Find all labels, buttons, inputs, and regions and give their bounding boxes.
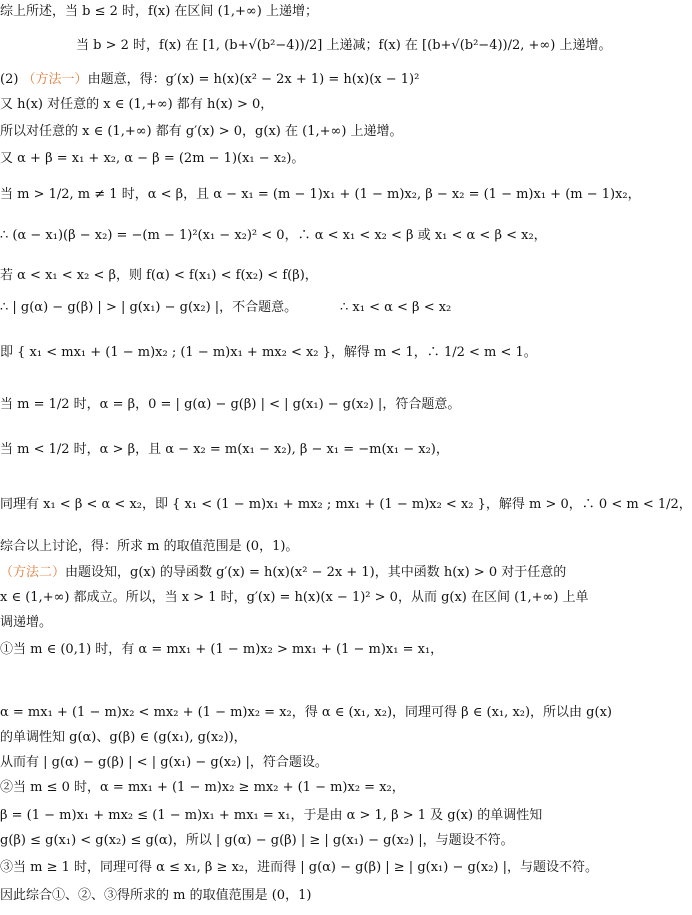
method-two-text: 由题设知，g(x) 的导函数 g′(x) = h(x)(x² − 2x + 1)，其中函数 h(x) > 0 对于任意的 — [65, 565, 567, 580]
statement-line: ③当 m ≥ 1 时，同理可得 α ≤ x₁, β ≥ x₂，进而得 | g(α) − g(β) | ≥ | g(x₁) − g(x₂) |，与题设不符。 — [0, 860, 599, 875]
method-two-tag: （方法二） — [0, 565, 66, 580]
part-number: (2) — [0, 72, 23, 87]
statement-line: α = mx₁ + (1 − m)x₂ < mx₂ + (1 − m)x₂ = x₂，得 α ∈ (x₁, x₂)，同理可得 β ∈ (x₁, x₂)，所以由 g(x) — [0, 705, 612, 720]
statement-line: 从而有 | g(α) − g(β) | < | g(x₁) − g(x₂) |，符合题设。 — [0, 755, 328, 770]
method2-header — [0, 565, 600, 581]
statement-line: 又 h(x) 对任意的 x ∈ (1,+∞) 都有 h(x) > 0， — [0, 97, 274, 112]
statement-line: x ∈ (1,+∞) 都成立。所以，当 x > 1 时，g′(x) = h(x)(x − 1)² > 0，从而 g(x) 在区间 (1,+∞) 上单 — [0, 590, 589, 605]
method-one-text: 由题意，得：g′(x) = h(x)(x² − 2x + 1) = h(x)(x − 1)² — [87, 72, 420, 87]
statement-line: g(β) ≤ g(x₁) < g(x₂) ≤ g(α)，所以 | g(α) − g(β) | ≥ | g(x₁) − g(x₂) |，与题设不符。 — [0, 833, 514, 848]
statement-line: 当 m > 1/2, m ≠ 1 时，α < β，且 α − x₁ = (m − 1)x₁ + (1 − m)x₂, β − x₂ = (1 − m)x₁ + (m − 1)x₂， — [0, 187, 641, 202]
method-one-tag: （方法一） — [22, 72, 88, 87]
statement-line: 即 { x₁ < mx₁ + (1 − m)x₂ ; (1 − m)x₁ + mx₂ < x₂ }，解得 m < 1，∴ 1/2 < m < 1。 — [0, 345, 537, 360]
statement-line: 调递增。 — [0, 615, 53, 630]
statement-line: 若 α < x₁ < x₂ < β，则 f(α) < f(x₁) < f(x₂) < f(β)， — [0, 268, 318, 283]
statement-line: β = (1 − m)x₁ + mx₂ ≤ (1 − m)x₁ + mx₁ = x₁，于是由 α > 1, β > 1 及 g(x) 的单调性知 — [0, 808, 543, 823]
part2-method1-header — [0, 72, 600, 88]
statement-line: 当 m < 1/2 时，α > β，且 α − x₂ = m(x₁ − x₂), β − x₁ = −m(x₁ − x₂)， — [0, 442, 449, 457]
conclusion-line-1: 综上所述，当 b ≤ 2 时，f(x) 在区间 (1,+∞) 上递增； — [0, 4, 318, 19]
not-matching-text: ∴ | g(α) − g(β) | > | g(x₁) − g(x₂) |，不合题意。 — [0, 300, 298, 315]
statement-line: 的单调性知 g(α)、g(β) ∈ (g(x₁), g(x₂))， — [0, 730, 247, 745]
statement-line: 同理有 x₁ < β < α < x₂，即 { x₁ < (1 − m)x₁ + mx₂ ; mx₁ + (1 − m)x₂ < x₂ }，解得 m > 0，∴ 0 < m < 1/2， — [0, 497, 692, 512]
statement-line — [0, 300, 600, 316]
final-conclusion: 因此综合①、②、③得所求的 m 的取值范围是 (0，1) — [0, 888, 312, 903]
order-conclusion: ∴ x₁ < α < β < x₂ — [340, 300, 452, 315]
statement-line: 当 m = 1/2 时，α = β，0 = | g(α) − g(β) | < | g(x₁) − g(x₂) |，符合题意。 — [0, 397, 461, 412]
statement-line: ∴ (α − x₁)(β − x₂) = −(m − 1)²(x₁ − x₂)² < 0，∴ α < x₁ < x₂ < β 或 x₁ < α < β < x₂， — [0, 228, 547, 243]
statement-line: ②当 m ≤ 0 时，α = mx₁ + (1 − m)x₂ ≥ mx₂ + (1 − m)x₂ = x₂， — [0, 780, 405, 795]
statement-line: 又 α + β = x₁ + x₂, α − β = (2m − 1)(x₁ − x₂)。 — [0, 151, 305, 166]
conclusion-line-2: 当 b > 2 时，f(x) 在 [1, (b+√(b²−4))/2] 上递减；f(x) 在 [(b+√(b²−4))/2, +∞) 上递增。 — [76, 38, 612, 53]
statement-line: ①当 m ∈ (0,1) 时，有 α = mx₁ + (1 − m)x₂ > mx₁ + (1 − m)x₁ = x₁， — [0, 642, 444, 657]
statement-line: 综合以上讨论，得：所求 m 的取值范围是 (0，1)。 — [0, 539, 299, 554]
statement-line: 所以对任意的 x ∈ (1,+∞) 都有 g′(x) > 0，g(x) 在 (1,+∞) 上递增。 — [0, 124, 403, 139]
